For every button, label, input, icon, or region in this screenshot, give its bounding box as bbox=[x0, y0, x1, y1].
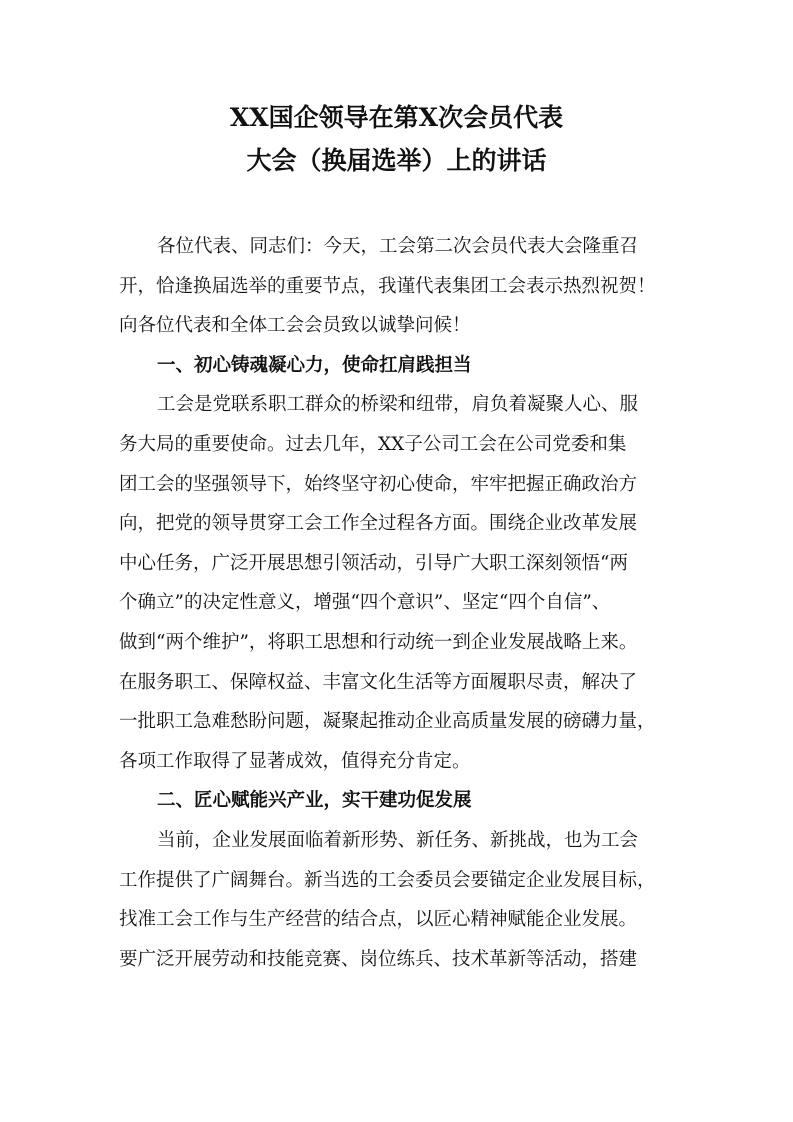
document-title-line-2: 大会（换届选举）上的讲话 bbox=[246, 146, 547, 175]
paragraph-line: 要广泛开展劳动和技能竞赛、岗位练兵、技术革新等活动，搭建 bbox=[119, 948, 638, 970]
paragraph-line: 在服务职工、保障权益、丰富文化生活等方面履职尽责，解决了 bbox=[119, 671, 638, 693]
paragraph-line: 找准工会工作与生产经营的结合点，以匠心精神赋能企业发展。 bbox=[119, 909, 638, 931]
document-title-line-1: XX国企领导在第X次会员代表 bbox=[229, 103, 564, 132]
paragraph-line: 各项工作取得了显著成效，值得充分肯定。 bbox=[119, 750, 471, 772]
paragraph-line: 工会是党联系职工群众的桥梁和纽带，肩负着凝聚人心、服 bbox=[157, 394, 639, 416]
paragraph-line: 务大局的重要使命。过去几年，XX子公司工会在公司党委和集 bbox=[119, 433, 627, 455]
paragraph-line: 当前，企业发展面临着新形势、新任务、新挑战，也为工会 bbox=[157, 829, 639, 851]
section-heading: 二、匠心赋能兴产业，实干建功促发展 bbox=[157, 790, 472, 812]
paragraph-line: 一批职工急难愁盼问题，凝聚起推动企业高质量发展的磅礴力量， bbox=[119, 711, 656, 733]
paragraph-line: 开，恰逢换届选举的重要节点，我谨代表集团工会表示热烈祝贺！ bbox=[119, 275, 656, 297]
paragraph-line: 工作提供了广阔舞台。新当选的工会委员会要锚定企业发展目标， bbox=[119, 869, 656, 891]
document-body bbox=[119, 227, 679, 979]
paragraph-line: 中心任务，广泛开展思想引领活动，引导广大职工深刻领悟“两 bbox=[119, 552, 628, 574]
paragraph-line: 个确立”的决定性意义，增强“四个意识”、坚定“四个自信”、 bbox=[119, 592, 611, 614]
paragraph-line: 做到“两个维护”，将职工思想和行动统一到企业发展战略上来。 bbox=[119, 631, 638, 653]
paragraph-line: 各位代表、同志们：今天，工会第二次会员代表大会隆重召 bbox=[157, 236, 639, 257]
paragraph-line: 向各位代表和全体工会会员致以诚挚问候！ bbox=[119, 315, 471, 337]
paragraph-line: 向，把党的领导贯穿工会工作全过程各方面。围绕企业改革发展 bbox=[119, 513, 638, 535]
section-heading: 一、初心铸魂凝心力，使命扛肩践担当 bbox=[157, 354, 472, 376]
paragraph-line: 团工会的坚强领导下，始终坚守初心使命，牢牢把握正确政治方 bbox=[119, 473, 638, 495]
